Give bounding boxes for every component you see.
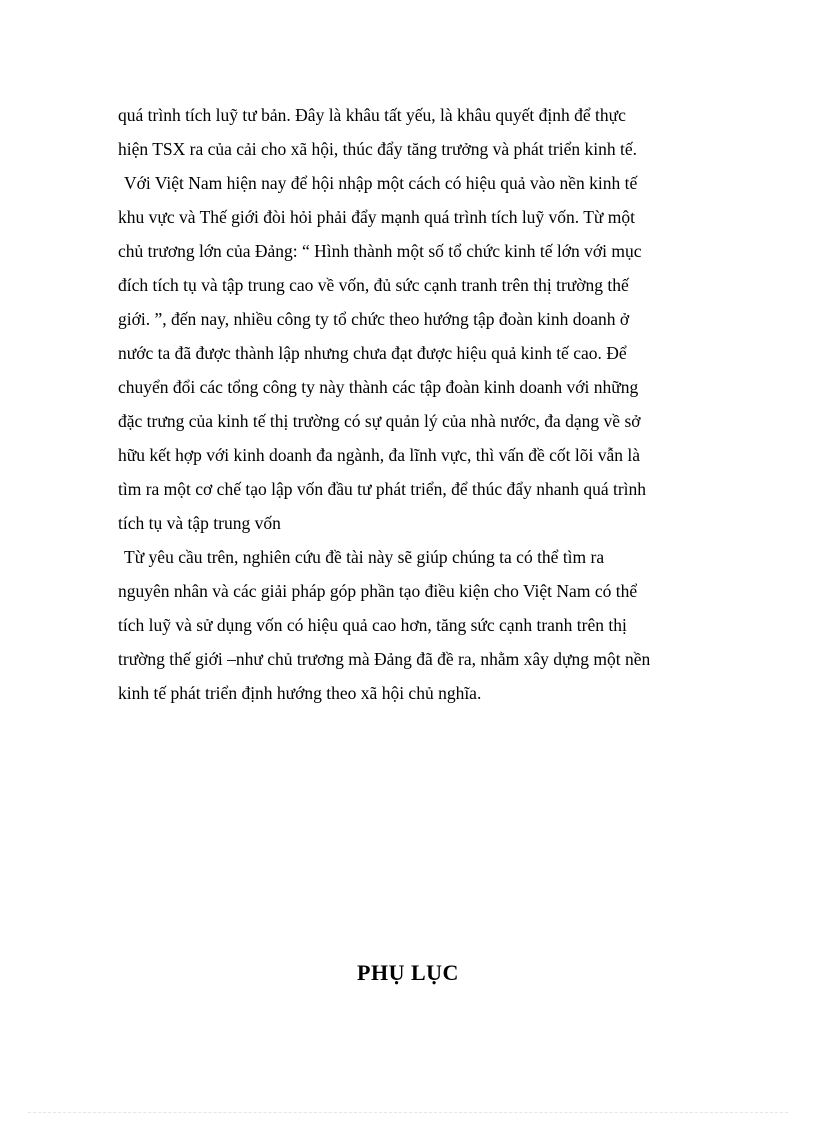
body-line-12: tìm ra một cơ chế tạo lập vốn đầu tư phát triển, để thúc đẩy nhanh quá trình [118,479,647,499]
body-line-2: hiện TSX ra của cải cho xã hội, thúc đẩy tăng trưởng và phát triển kinh tế. [118,139,637,159]
body-line-16: tích luỹ và sử dụng vốn có hiệu quả cao hơn, tăng sức cạnh tranh trên thị [118,615,627,635]
body-line-14: Từ yêu cầu trên, nghiên cứu đề tài này sẽ giúp chúng ta có thể tìm ra [124,547,605,567]
body-line-5: chủ trương lớn của Đảng: “ Hình thành một số tổ chức kinh tế lớn với mục [118,241,642,261]
appendix-heading: PHỤ LỤC [357,960,459,985]
body-line-11: hữu kết hợp với kinh doanh đa ngành, đa lĩnh vực, thì vấn đề cốt lõi vẫn là [118,445,641,465]
body-line-4: khu vực và Thế giới đòi hỏi phải đẩy mạnh quá trình tích luỹ vốn. Từ một [118,207,636,227]
body-line-13: tích tụ và tập trung vốn [118,513,281,533]
body-line-17: trường thế giới –như chủ trương mà Đảng đã đề ra, nhằm xây dựng một nền [118,649,651,669]
body-line-7: giới. ”, đến nay, nhiều công ty tổ chức theo hướng tập đoàn kinh doanh ở [118,309,630,329]
body-line-10: đặc trưng của kinh tế thị trường có sự quản lý của nhà nước, đa dạng về sở [118,411,641,431]
body-line-1: quá trình tích luỹ tư bản. Đây là khâu tất yếu, là khâu quyết định để thực [118,105,626,125]
page-bottom-rule [28,1112,788,1113]
body-line-8: nước ta đã được thành lập nhưng chưa đạt được hiệu quả kinh tế cao. Để [118,343,627,363]
body-line-6: đích tích tụ và tập trung cao về vốn, đủ sức cạnh tranh trên thị trường thế [118,275,629,295]
body-line-15: nguyên nhân và các giải pháp góp phần tạo điều kiện cho Việt Nam có thể [118,581,638,601]
body-line-3: Với Việt Nam hiện nay để hội nhập một cách có hiệu quả vào nền kinh tế [124,173,638,193]
body-line-18: kinh tế phát triển định hướng theo xã hội chủ nghĩa. [118,683,482,703]
body-line-9: chuyển đổi các tổng công ty này thành các tập đoàn kinh doanh với những [118,377,639,397]
